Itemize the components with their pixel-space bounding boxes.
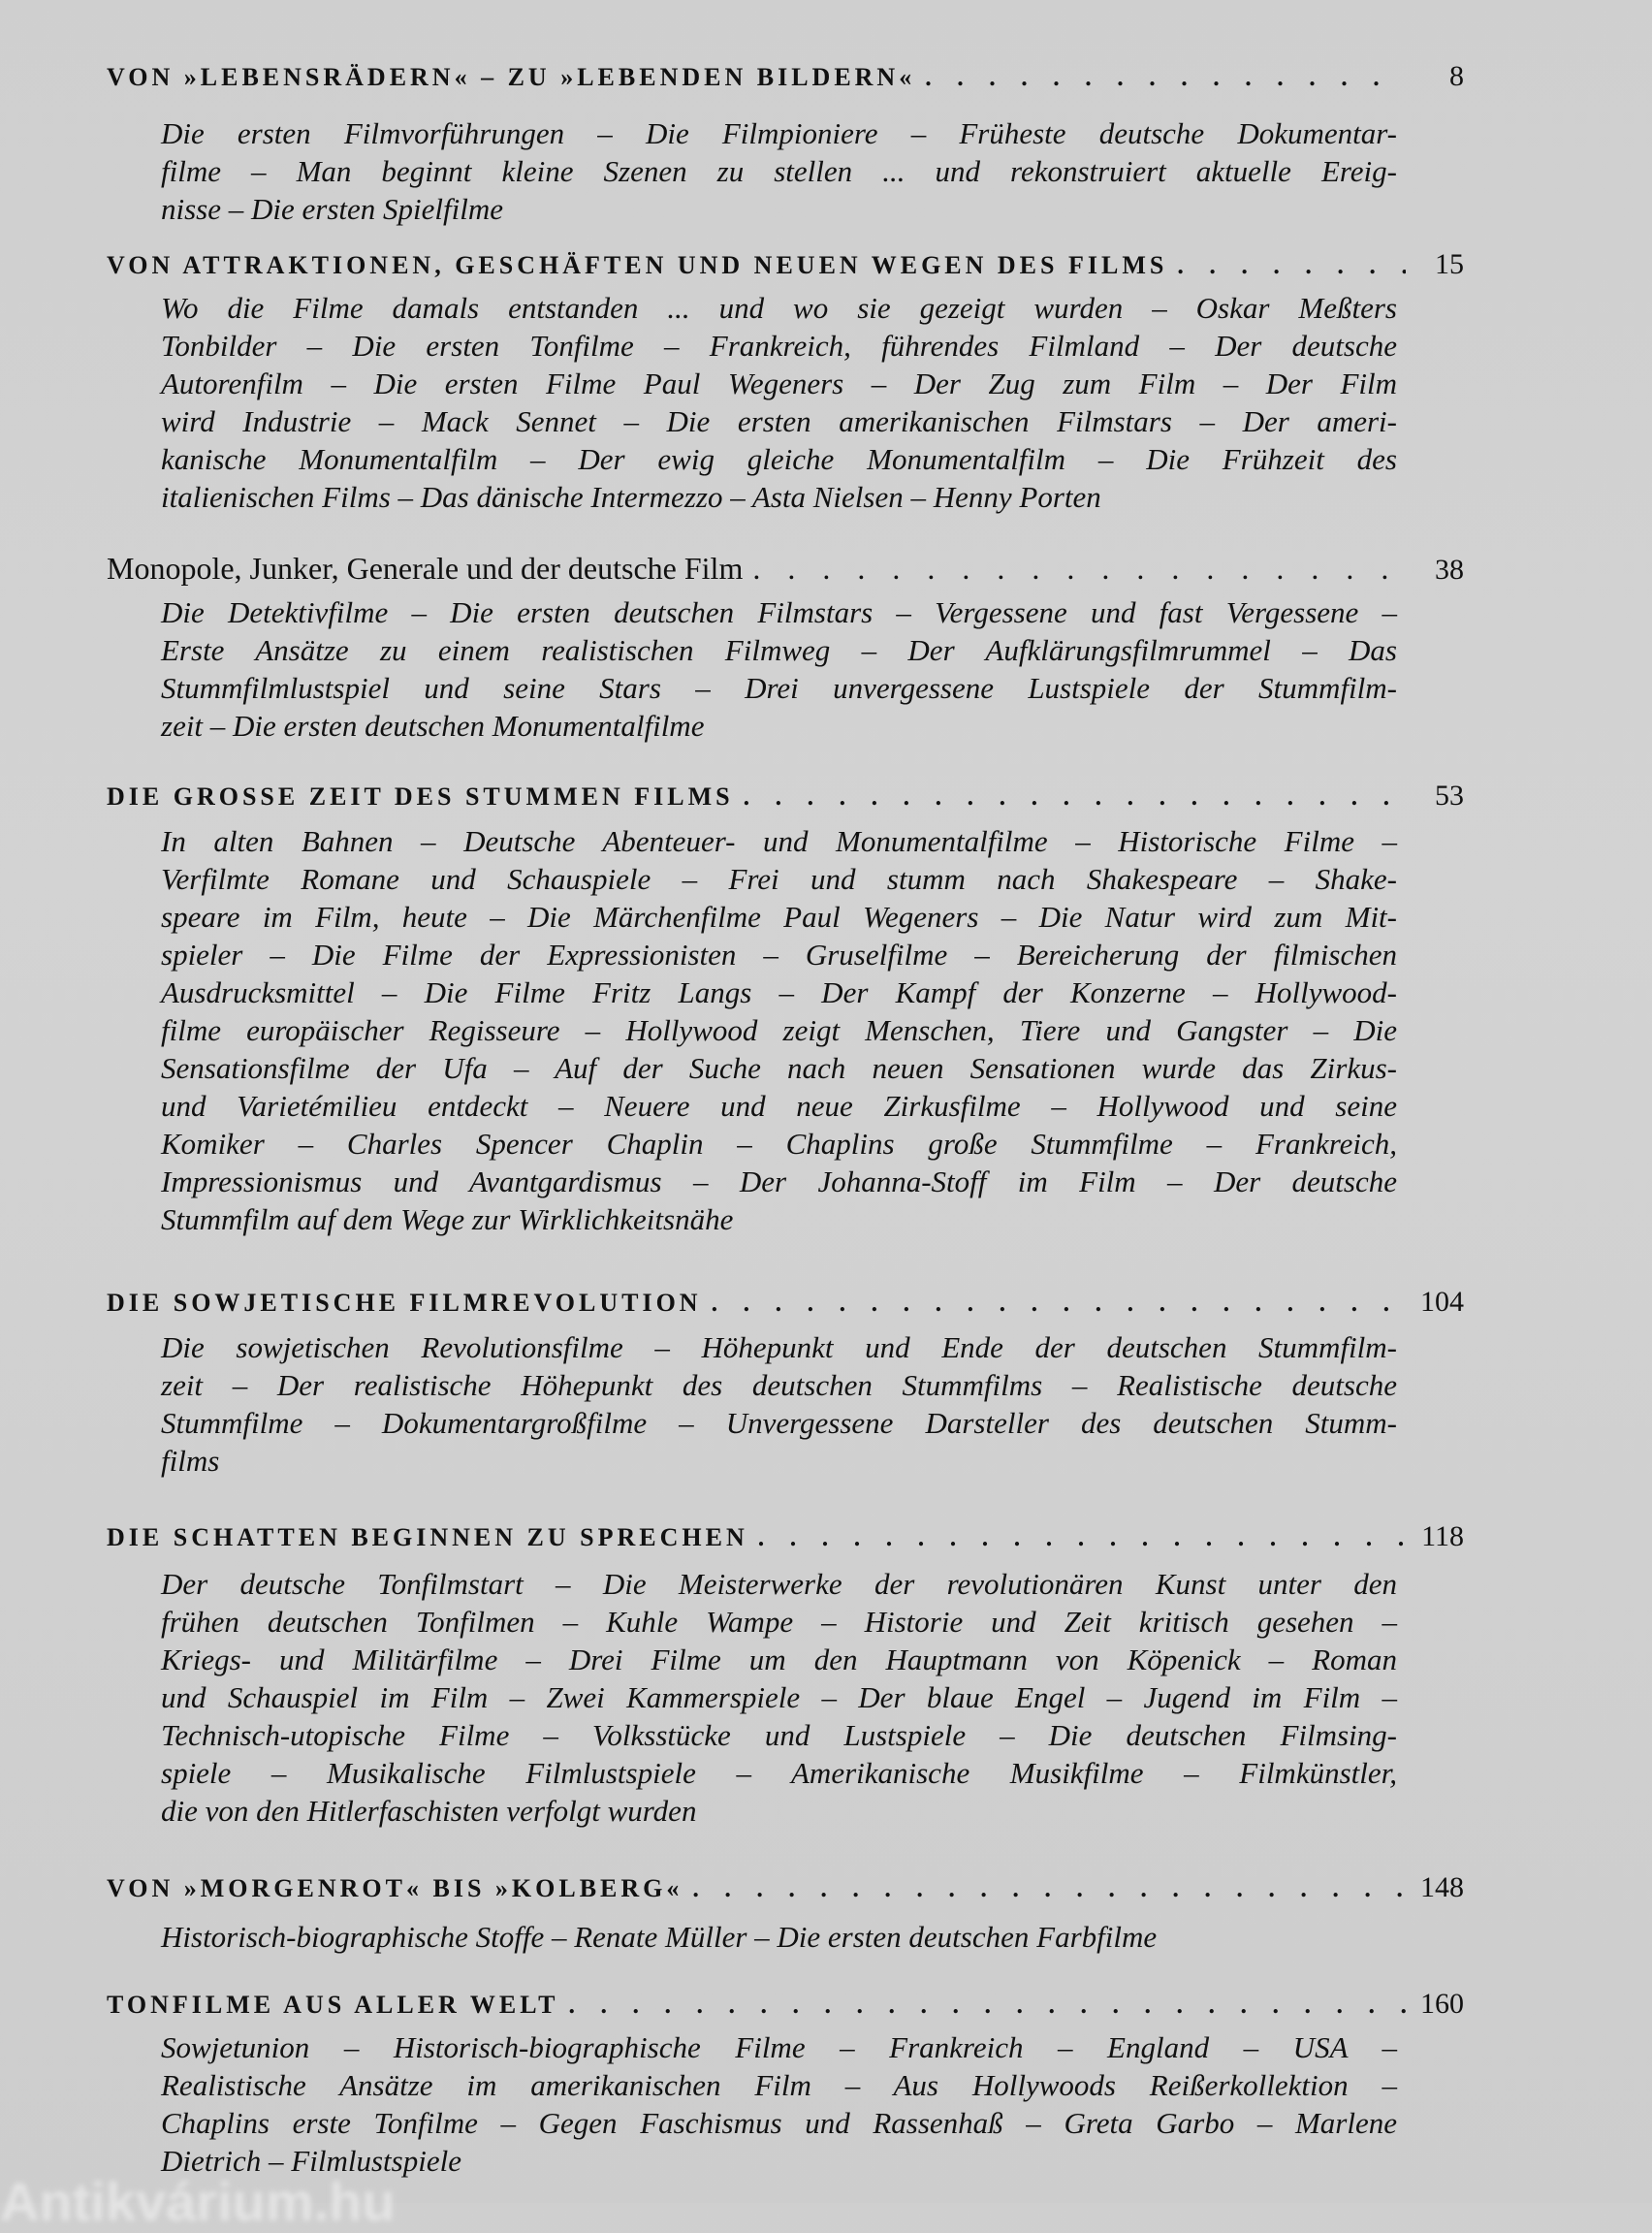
summary-line: Stummfilme – Dokumentargroßfilme – Unvergessene Darsteller des deutschen Stumm- (161, 1406, 1397, 1440)
summary-line: Chaplins erste Tonfilme – Gegen Faschismus und Rassenhaß – Greta Garbo – Marlene (161, 2106, 1397, 2140)
summary-line: filme – Man beginnt kleine Szenen zu stellen ... und rekonstruiert aktuelle Ereig- (161, 154, 1397, 188)
summary-line: spieler – Die Filme der Expressionisten – Gruselfilme – Bereicherung der filmischen (161, 938, 1397, 972)
dot-leader (925, 63, 1406, 92)
chapter-title: DIE GROSSE ZEIT DES STUMMEN FILMS (107, 782, 734, 811)
page-number: 148 (1420, 1871, 1464, 1903)
summary-line: Die sowjetischen Revolutionsfilme – Höhepunkt und Ende der deutschen Stummfilm- (161, 1330, 1397, 1364)
summary-line: Verfilmte Romane und Schauspiele – Frei und stumm nach Shakespeare – Shake- (161, 862, 1397, 896)
page-number: 104 (1420, 1286, 1464, 1318)
summary-line: Die ersten Filmvorführungen – Die Filmpioniere – Früheste deutsche Dokumentar- (161, 116, 1397, 150)
summary-line: Wo die Filme damals entstanden ... und wo sie gezeigt wurden – Oskar Meßters (161, 291, 1397, 325)
chapter-summary (161, 2028, 1397, 2180)
chapter-summary (161, 822, 1397, 1238)
summary-line: Kriegs- und Militärfilme – Drei Filme um den Hauptmann von Köpenick – Roman (161, 1643, 1397, 1676)
summary-line: Erste Ansätze zu einem realistischen Filmweg – Der Aufklärungsfilmrummel – Das (161, 633, 1397, 667)
summary-line: Sensationsfilme der Ufa – Auf der Suche nach neuen Sensationen wurde das Zirkus- (161, 1051, 1397, 1085)
summary-line: Stummfilm auf dem Wege zur Wirklichkeitsnähe (161, 1202, 734, 1236)
dot-leader (744, 782, 1406, 812)
chapter-summary (161, 1328, 1397, 1480)
chapter-heading (107, 60, 1464, 93)
chapter-summary (161, 1918, 1397, 1956)
summary-line: Realistische Ansätze im amerikanischen Film – Aus Hollywoods Reißerkollektion – (161, 2068, 1397, 2102)
dot-leader (1177, 251, 1406, 280)
page-number: 8 (1449, 60, 1464, 92)
summary-line: zeit – Die ersten deutschen Monumentalfilme (161, 709, 705, 743)
page-number: 38 (1435, 554, 1464, 586)
summary-line: In alten Bahnen – Deutsche Abenteuer- und Monumentalfilme – Historische Filme – (161, 824, 1397, 858)
summary-line: Ausdrucksmittel – Die Filme Fritz Langs – Der Kampf der Konzerne – Hollywood- (161, 975, 1397, 1009)
chapter-heading (107, 1286, 1464, 1319)
summary-line: Die Detektivfilme – Die ersten deutschen Filmstars – Vergessene und fast Vergessene – (161, 595, 1397, 629)
chapter-title: TONFILME AUS ALLER WELT (107, 1991, 559, 2019)
chapter-heading (107, 780, 1464, 813)
summary-line: die von den Hitlerfaschisten verfolgt wurden (161, 1794, 697, 1828)
dot-leader (758, 1523, 1406, 1552)
summary-line: Stummfilmlustspiel und seine Stars – Drei unvergessene Lustspiele der Stummfilm- (161, 671, 1397, 705)
chapter-heading (107, 1871, 1464, 1904)
summary-line: speare im Film, heute – Die Märchenfilme Paul Wegeners – Die Natur wird zum Mit- (161, 900, 1397, 934)
summary-line: Der deutsche Tonfilmstart – Die Meisterwerke der revolutionären Kunst unter den (161, 1567, 1397, 1601)
summary-line: und Varietémilieu entdeckt – Neuere und neue Zirkusfilme – Hollywood und seine (161, 1089, 1397, 1123)
summary-line: Sowjetunion – Historisch-biographische Filme – Frankreich – England – USA – (161, 2030, 1397, 2064)
summary-line: nisse – Die ersten Spielfilme (161, 192, 503, 226)
page-number: 15 (1435, 248, 1464, 280)
chapter-title: VON ATTRAKTIONEN, GESCHÄFTEN UND NEUEN WEGEN DES FILMS (107, 251, 1168, 279)
chapter-title: VON »LEBENSRÄDERN« – ZU »LEBENDEN BILDERN« (107, 63, 916, 91)
summary-line: und Schauspiel im Film – Zwei Kammerspiele – Der blaue Engel – Jugend im Film – (161, 1680, 1397, 1714)
page-number: 118 (1421, 1520, 1464, 1552)
page-number: 53 (1435, 780, 1464, 812)
chapter-summary (161, 593, 1397, 745)
chapter-heading (107, 1988, 1464, 2021)
chapter-title: Monopole, Junker, Generale und der deutsche Film (107, 551, 744, 586)
summary-line: Impressionismus und Avantgardismus – Der Johanna-Stoff im Film – Der deutsche (161, 1164, 1397, 1198)
chapter-title: VON »MORGENROT« BIS »KOLBERG« (107, 1874, 683, 1902)
chapter-title: DIE SCHATTEN BEGINNEN ZU SPRECHEN (107, 1523, 748, 1551)
summary-line: Komiker – Charles Spencer Chaplin – Chaplins große Stummfilme – Frankreich, (161, 1127, 1397, 1161)
page-number: 160 (1420, 1988, 1464, 2020)
dot-leader (569, 1991, 1407, 2020)
watermark: Antikvárium.hu (0, 2171, 396, 2232)
summary-line: films (161, 1444, 220, 1478)
summary-line: Dietrich – Filmlustspiele (161, 2144, 461, 2178)
summary-line: kanische Monumentalfilm – Der ewig gleiche Monumentalfilm – Die Frühzeit des (161, 442, 1397, 476)
summary-line: italienischen Films – Das dänische Intermezzo – Asta Nielsen – Henny Porten (161, 480, 1101, 514)
summary-line: spiele – Musikalische Filmlustspiele – Amerikanische Musikfilme – Filmkünstler, (161, 1756, 1397, 1790)
summary-line: Autorenfilm – Die ersten Filme Paul Wegeners – Der Zug zum Film – Der Film (161, 367, 1397, 400)
summary-line: Technisch-utopische Filme – Volksstücke und Lustspiele – Die deutschen Filmsing- (161, 1718, 1397, 1752)
chapter-summary (161, 1565, 1397, 1830)
summary-line: wird Industrie – Mack Sennet – Die ersten amerikanischen Filmstars – Der ameri- (161, 404, 1397, 438)
chapter-summary (161, 289, 1397, 516)
chapter-heading (107, 1520, 1464, 1553)
dot-leader (752, 551, 1406, 587)
summary-line: frühen deutschen Tonfilmen – Kuhle Wampe – Historie und Zeit kritisch gesehen – (161, 1605, 1397, 1639)
dot-leader (692, 1874, 1406, 1903)
summary-line: Tonbilder – Die ersten Tonfilme – Frankreich, führendes Filmland – Der deutsche (161, 329, 1397, 363)
chapter-heading (107, 551, 1464, 587)
summary-line: Historisch-biographische Stoffe – Renate Müller – Die ersten deutschen Farbfilme (161, 1920, 1158, 1954)
chapter-summary (161, 114, 1397, 228)
chapter-title: DIE SOWJETISCHE FILMREVOLUTION (107, 1289, 702, 1317)
summary-line: filme europäischer Regisseure – Hollywood zeigt Menschen, Tiere und Gangster – Die (161, 1013, 1397, 1047)
dot-leader (712, 1289, 1406, 1318)
chapter-heading (107, 248, 1464, 281)
summary-line: zeit – Der realistische Höhepunkt des deutschen Stummfilms – Realistische deutsche (161, 1368, 1397, 1402)
